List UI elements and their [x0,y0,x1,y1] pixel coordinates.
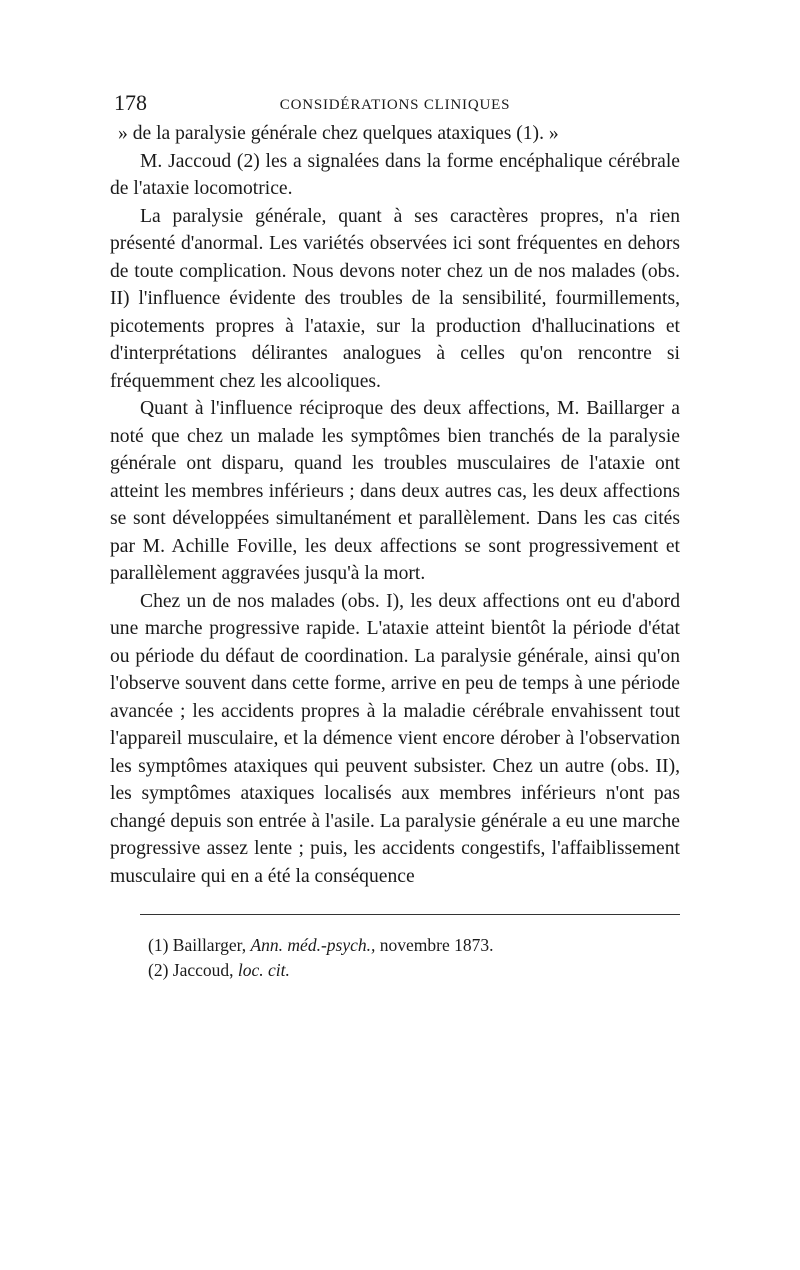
footnote-title: loc. cit. [237,960,290,980]
body-text [110,120,680,890]
page-number: 178 [114,90,147,115]
footnote-1 [148,933,680,958]
paragraph: Quant à l'influence réciproque des deux affections, M. Baillarger a noté que chez un malade les symptômes bien tranchés de la paralysie générale ont disparu, quand les troubles musculaires de l'ataxie ont atteint les membres inférieurs ; dans deux autres cas, les deux affections se sont développées simultanément et parallèlement. Dans les cas cités par M. Achille Foville, les deux affections se sont progressivement et parallèlement aggravées jusqu'à la mort. [110,398,680,584]
paragraph: M. Jaccoud (2) les a signalées dans la forme encéphalique cérébrale de l'ataxie locomotrice. [110,150,680,199]
footnote-title: Ann. méd.-psych., [250,935,376,955]
footnote-author: Jaccoud, [172,960,234,980]
running-head [110,88,680,118]
footnote-detail: novembre 1873. [379,935,494,955]
book-page [110,88,680,983]
footnote-marker: (1) [148,935,169,955]
footnote-marker: (2) [148,960,169,980]
footnote-2 [148,958,680,983]
footnotes [148,933,680,983]
footnote-divider [140,914,680,915]
paragraph: La paralysie générale, quant à ses caractères propres, n'a rien présenté d'anormal. Les variétés observées ici sont fréquentes en dehors de toute complication. Nous devons noter chez un de nos malades (obs. II) l'influence évidente des troubles de la sensibilité, fourmillements, picotements propres à l'ataxie, sur la production d'hallucinations et d'interprétations délirantes analogues à celles qu'on rencontre si fréquemment chez les alcooliques. [110,205,680,392]
running-title: CONSIDÉRATIONS CLINIQUES [279,97,511,113]
paragraph: Chez un de nos malades (obs. I), les deux affections ont eu d'abord une marche progressive rapide. L'ataxie atteint bientôt la période d'état ou période du défaut de coordination. La paralysie générale, ainsi qu'on l'observe souvent dans cette forme, arrive en peu de temps à une période avancée ; les accidents propres à la maladie cérébrale envahissent tout l'appareil musculaire, et la démence vient encore dérober à l'observation les symptômes ataxiques qui peuvent subsister. Chez un autre (obs. II), les symptômes ataxiques localisés aux membres inférieurs n'ont pas changé depuis son entrée à l'asile. La paralysie générale a eu une marche progressive assez lente ; puis, les accidents congestifs, l'affaiblissement musculaire qui en a été la conséquence [110,590,680,887]
paragraph-quote-continuation: » de la paralysie générale chez quelques ataxiques (1). » [118,123,559,144]
footnote-author: Baillarger, [172,935,247,955]
